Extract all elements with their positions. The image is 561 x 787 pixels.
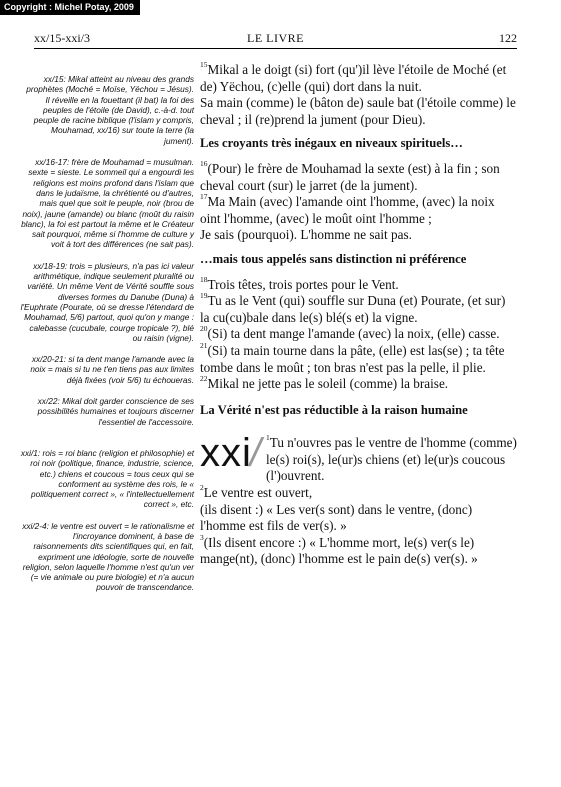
note-xx-18-19: xx/18-19: trois = plusieurs, n'a pas ici valeur arithmétique, indique seulement pluralité ou variété. Un même Vent de Vérité souffle sous diverses formes du Danube (Duna) à l'Euphrate (Pourate, où se dresse l'étendard de Mouhamad, 5/6) partout, quoi qu'on y mange : calebasse (cucubale, courge tropicale ?), blé ou raisin (vigne).: [20, 260, 194, 343]
header-rule: [34, 48, 517, 49]
verse-19: $^{19}$Tu as le Vent (qui) souffle sur Duna (et) Pourate, (et sur) la cu(cu)bale dans le(s) blé(s et) la vigne.: [200, 291, 506, 325]
note-xx-22: xx/22: Mikal doit garder conscience de ses possibilités humaines et toujours discerner l'essentiel de l'accessoire.: [37, 396, 194, 427]
verse-22: $^{22}$Mikal ne jette pas le soleil (comme) la braise.: [200, 374, 449, 392]
verse-21: $^{21}$(Si) ta main tourne dans la pâte, (elle) est las(se) ; ta tête tombe dans le moût ; ton bras n'est pas la pelle, il plie.: [200, 340, 505, 375]
verse-xxi-1: $^1$Tu n'ouvres pas le ventre de l'homme (comme) le(s) roi(s), le(ur)s chiens (et) le(ur)s coucous (l')ouvrent.: [266, 433, 517, 484]
verse-15-cont: Sa main (comme) le (bâton de) saule bat (l'étoile comme) le cheval ; il (re)prend la jument (pour Dieu).: [200, 95, 516, 127]
verse-xxi-2-cont: (ils disent :) « Les ver(s sont) dans le ventre, (donc) l'homme est fils de ver(s). »: [200, 501, 473, 534]
verse-18: $^{18}$Trois têtes, trois portes pour le Vent.: [200, 274, 399, 292]
verse-xxi-3: $^3$(Ils disent encore :) « L'homme mort, le(s) ver(s le) mange(nt), (donc) l'homme est le pain de(s) ver(s). »: [200, 532, 478, 567]
header-reference: xx/15-xxi/3: [34, 31, 90, 45]
chapter-dropcap: xxi/: [200, 431, 263, 476]
verse-15: $^{15}$Mikal a le doigt (si) fort (qu')il lève l'étoile de Moché (et de) Yëchou, (c)elle (qui) dort dans la nuit.: [200, 60, 507, 94]
chapter-xxi: [200, 431, 518, 568]
running-header: [34, 31, 517, 47]
header-title: LE LIVRE: [247, 31, 304, 45]
section-heading-1: Les croyants très inégaux en niveaux spirituels…: [200, 136, 463, 151]
note-xx-15: xx/15: Mikal atteint au niveau des grands prophètes (Moché = Moïse, Yëchou = Jésus). Il réveille en la fouettant (il bat) la foi des peuples de l'étoile (de David), c.-à-d. tout peuple de racine biblique (l'islam y compris, Mouhamad, xx/16) sur toute la terre (la jument).: [26, 74, 194, 146]
verse-16: $^{16}$(Pour) le frère de Mouhamad la sexte (est) à la fin ; son cheval court (sur) le jarret (de la jument).: [200, 158, 500, 193]
chapter-slash-ornament: /: [249, 431, 263, 476]
note-xx-20-21: xx/20-21: si ta dent mange l'amande avec la noix = mais si tu ne t'en tiens pas aux limites déjà fixées (voir 5/6) tu échoueras.: [30, 354, 194, 385]
verse-17: $^{17}$Ma Main (avec) l'amande oint l'homme, (avec) la noix oint l'homme, (avec) le moût oint l'homme ;: [200, 192, 495, 226]
verse-20: $^{20}$(Si) ta dent mange l'amande (avec) la noix, (elle) casse.: [200, 324, 500, 342]
note-xx-16-17: xx/16-17: frère de Mouhamad = musulman. sexte = sieste. Le sommeil qui a engourdi les religions est moins profond dans l'islam que dans le judaïsme, la chrétienté ou d'autres, mais quel que soit le peuple, noir (brou de noix), jaune (amande) ou blanc (moût du raisin blanc), la foi est partout la même et le Créateur sait pourquoi, même si l'homme de culture y voit à tort des différences (ne sait pas).: [21, 157, 194, 250]
section-heading-3: La Vérité n'est pas réductible à la raison humaine: [200, 402, 468, 417]
main-text: [200, 62, 518, 568]
copyright-badge: Copyright : Michel Potay, 2009: [0, 0, 140, 15]
verse-17-cont: Je sais (pourquoi). L'homme ne sait pas.: [200, 227, 412, 243]
page-number: 122: [499, 31, 517, 45]
note-xxi-1: xxi/1: rois = roi blanc (religion et philosophie) et roi noir (politique, finance, industrie, science, etc.) chiens et coucous = tous ceux qui se conforment au système des rois, le « politiquement correct », « l'intellectuellement correct », etc.: [20, 447, 194, 510]
note-xxi-2-4: xxi/2-4: le ventre est ouvert = le rationalisme et l'incroyance dominent, à base de raisonnements dits scientifiques qui, en fait, expriment une idéologie, sorte de nouvelle religion, selon laquelle l'homme n'est qu'un ver (= vie animale ou pure biologie) et n'a aucun pouvoir de transcendance.: [22, 520, 194, 593]
section-heading-2: …mais tous appelés sans distinction ni préférence: [200, 251, 467, 266]
margin-notes: [20, 74, 194, 593]
verse-xxi-2: $^2$Le ventre est ouvert,: [200, 483, 313, 501]
